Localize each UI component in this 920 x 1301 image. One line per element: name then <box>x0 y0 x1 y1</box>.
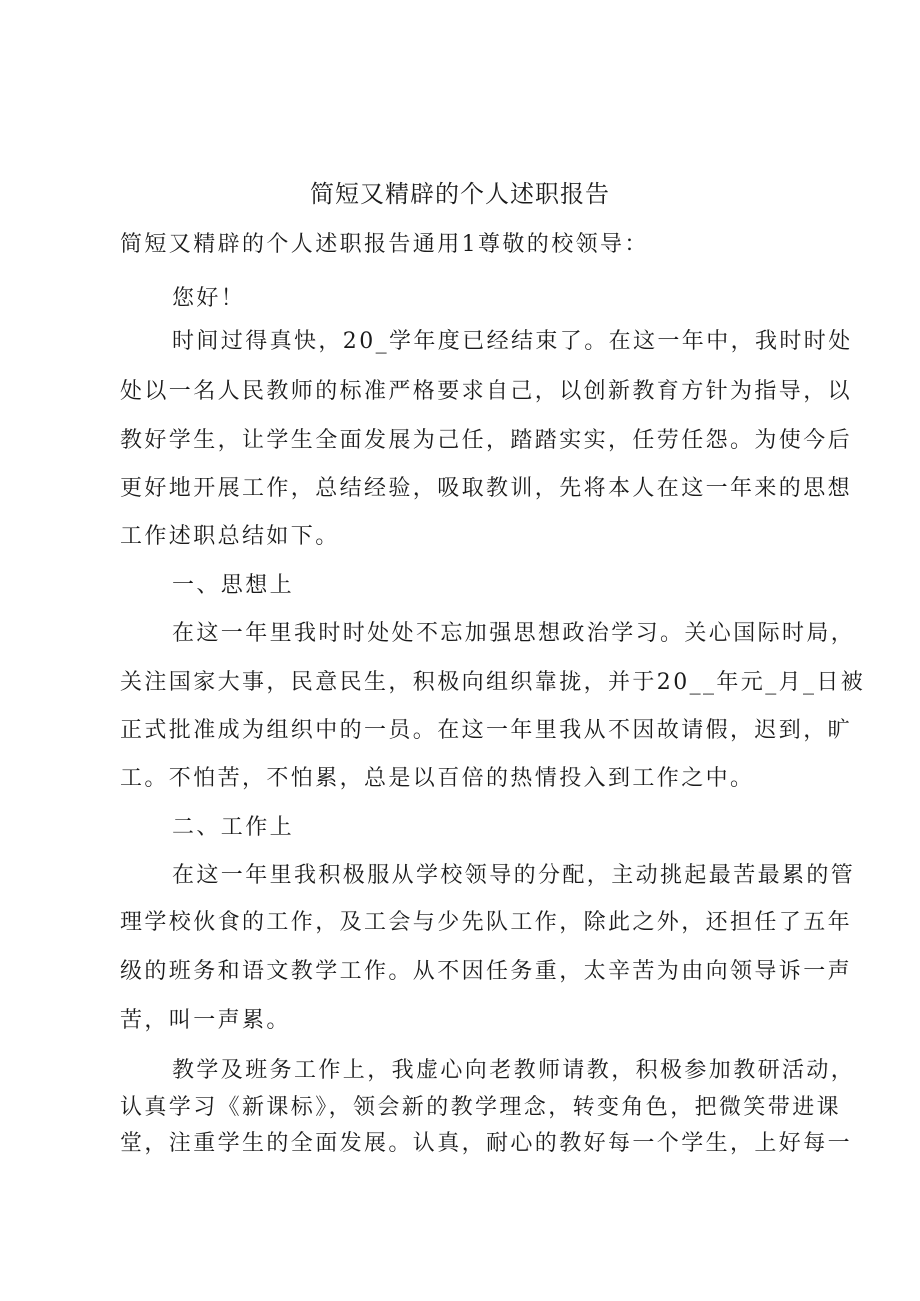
greeting-line: 您好！ <box>172 286 246 311</box>
paragraph-line: 堂，注重学生的全面发展。认真，耐心的教好每一个学生，上好每一 <box>120 1131 853 1156</box>
paragraph-line: 认真学习《新课标》，领会新的教学理念，转变角色，把微笑带进课 <box>120 1095 842 1120</box>
document-title: 简短又精辟的个人述职报告 <box>310 180 610 208</box>
opening-line: 简短又精辟的个人述职报告通用1尊敬的校领导： <box>120 232 649 257</box>
paragraph-line: 苦，叫一声累。 <box>120 1008 291 1033</box>
paragraph-line: 教学及班务工作上，我虚心向老教师请教，积极参加教研活动， <box>172 1058 856 1083</box>
paragraph-line: 级的班务和语文教学工作。从不因任务重，太辛苦为由向领导诉一声 <box>120 959 853 984</box>
paragraph-line: 教好学生，让学生全面发展为己任，踏踏实实，任劳任怨。为使今后 <box>120 428 853 453</box>
paragraph-line: 在这一年里我积极服从学校领导的分配，主动挑起最苦最累的管 <box>172 863 856 888</box>
paragraph-line: 处以一名人民教师的标准严格要求自己，以创新教育方针为指导，以 <box>120 379 853 404</box>
section-heading: 一、思想上 <box>172 573 295 598</box>
paragraph-line: 在这一年里我时时处处不忘加强思想政治学习。关心国际时局， <box>172 621 856 646</box>
paragraph-line: 时间过得真快，20_学年度已经结束了。在这一年中，我时时处 <box>172 329 853 354</box>
section-heading: 二、工作上 <box>172 815 295 840</box>
paragraph-line: 更好地开展工作，总结经验，吸取教训，先将本人在这一年来的思想 <box>120 476 853 501</box>
paragraph-line: 正式批准成为组织中的一员。在这一年里我从不因故请假，迟到，旷 <box>120 718 853 743</box>
paragraph-line: 理学校伙食的工作，及工会与少先队工作，除此之外，还担任了五年 <box>120 910 853 935</box>
paragraph-line: 关注国家大事，民意民生，积极向组织靠拢，并于20__年元_月_日被 <box>120 670 866 695</box>
paragraph-line: 工作述职总结如下。 <box>120 524 340 549</box>
paragraph-line: 工。不怕苦，不怕累，总是以百倍的热情投入到工作之中。 <box>120 766 755 791</box>
